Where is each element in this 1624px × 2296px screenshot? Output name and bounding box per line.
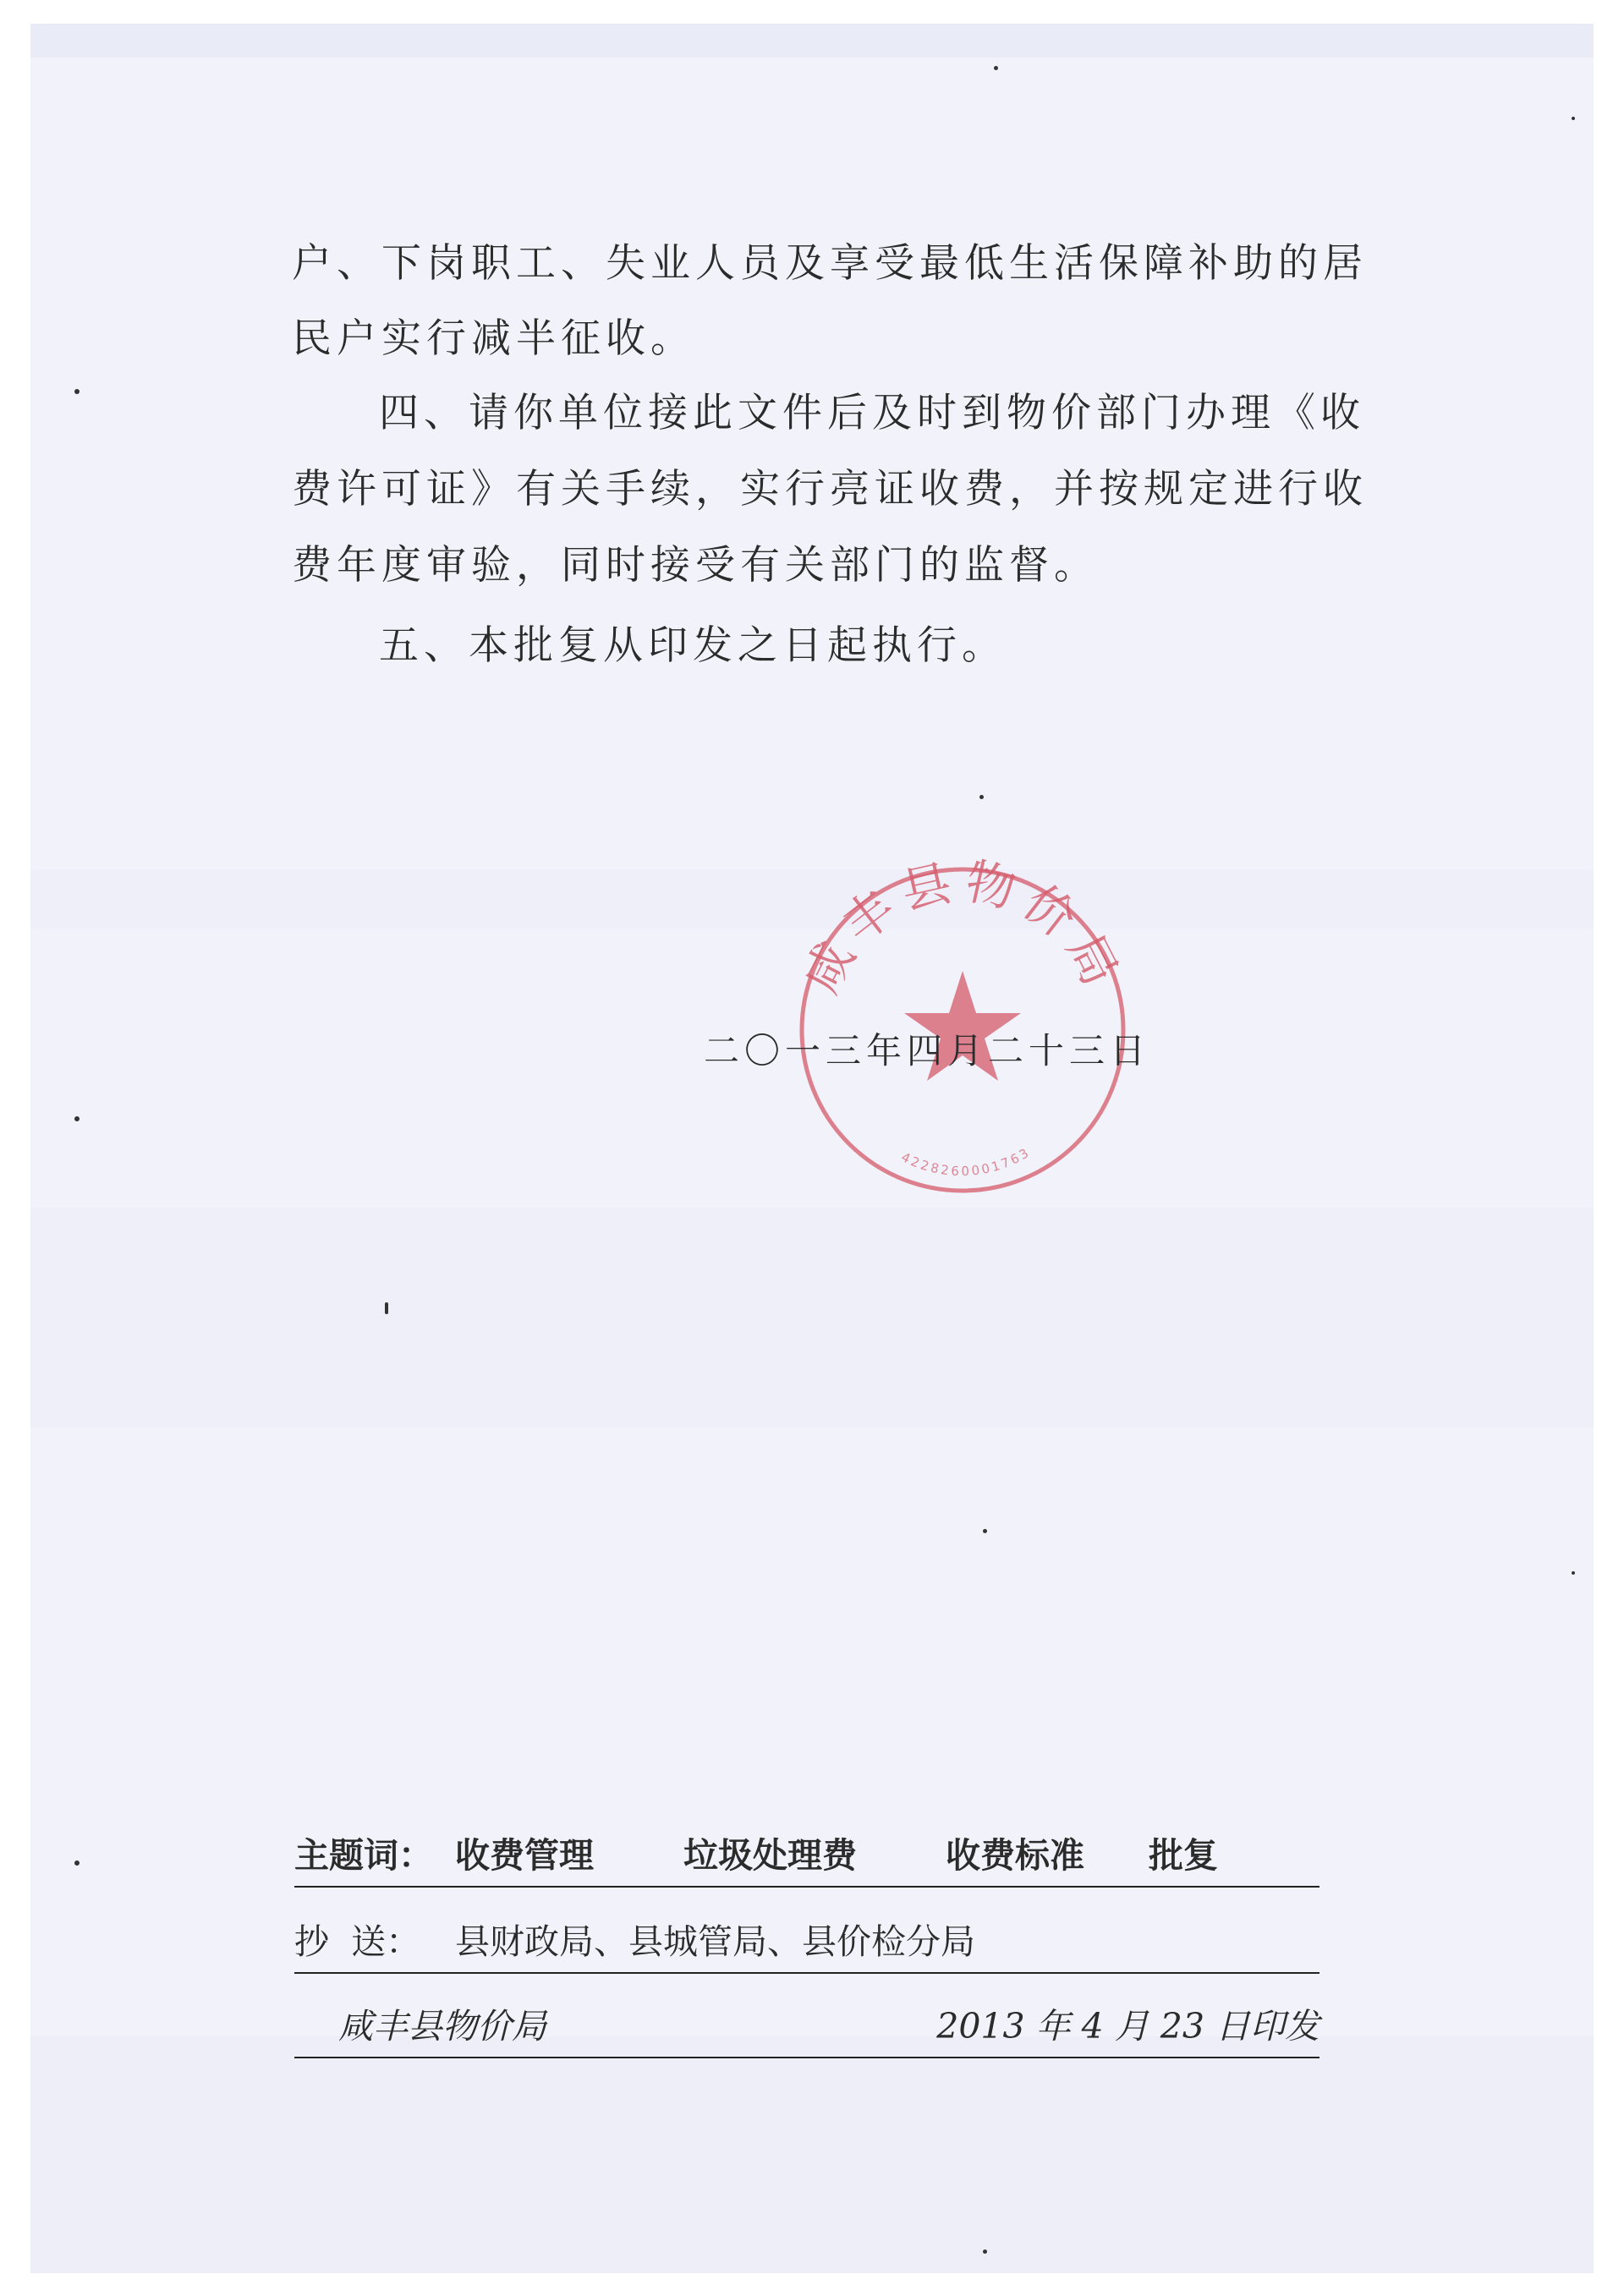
document-date: 二〇一三年四月二十三日 [704,1030,1151,1071]
issue-row [294,1997,1320,2058]
scan-speck [385,1302,388,1314]
seal-code-path: 4228260001763 [898,1144,1034,1180]
body-line: 民户实行减半征收。 [292,315,695,362]
issuer: 咸丰县物价局 [338,2006,546,2047]
cc-row [294,1913,1320,1974]
seal-code [899,1144,1034,1179]
body-line: 五、本批复从印发之日起执行。 [379,622,1007,669]
scan-band [30,24,1594,58]
scan-speck [983,2249,987,2254]
scan-speck [74,1860,80,1866]
body-line: 四、请你单位接此文件后及时到物价部门办理《收 [379,390,1365,436]
scan-speck [74,1116,80,1121]
scan-speck [979,795,984,799]
scan-band [30,1208,1594,1427]
keywords-row [294,1827,1320,1888]
keyword: 收费标准 [946,1835,1084,1876]
keyword: 垃圾处理费 [683,1835,857,1876]
scan-speck [1572,117,1575,120]
scan-speck [1572,1571,1575,1575]
issue-date: 2013 年 4 月 23 日印发 [936,2006,1320,2047]
keyword: 收费管理 [455,1835,594,1876]
body-line: 费许可证》有关手续，实行亮证收费，并按规定进行收 [292,466,1368,512]
scan-speck [74,389,80,394]
keywords-label: 主题词： [294,1835,433,1876]
body-line: 费年度审验，同时接受有关部门的监督。 [292,542,1099,589]
scan-speck [983,1529,987,1533]
seal-text-path: 咸丰县物价局 [792,852,1133,1002]
cc-value: 县财政局、县城管局、县价检分局 [455,1921,975,1962]
body-line: 户、下岗职工、失业人员及享受最低生活保障补助的居 [292,240,1368,287]
scan-band [30,2036,1594,2273]
scan-speck [994,66,998,70]
keyword: 批复 [1149,1835,1218,1876]
cc-label: 抄 送： [294,1921,421,1962]
